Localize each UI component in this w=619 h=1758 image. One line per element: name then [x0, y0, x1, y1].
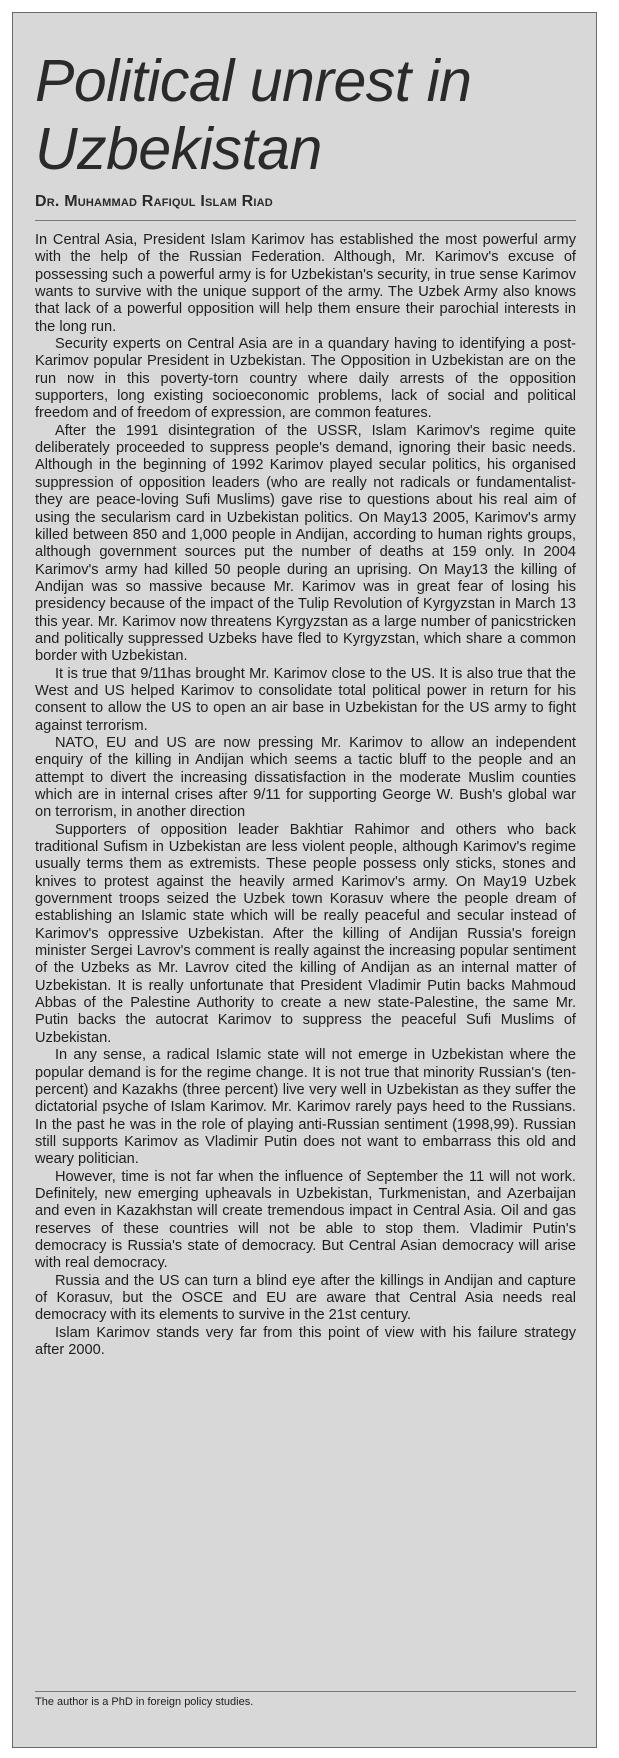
paragraph-9: Russia and the US can turn a blind eye after the killings in Andijan and capture of Korasuv, but the OSCE and EU are aware that Central Asia needs real democracy with its elements to survive in the 21st century.: [35, 1272, 576, 1324]
paragraph-8: However, time is not far when the influence of September the 11 will not work. Definitely, new emerging upheavals in Uzbekistan, Turkmenistan, and Azerbaijan and even in Kazakhstan will create tremendous impact in Central Asia. Oil and gas reserves of these countries will not be able to stop them. Vladimir Putin's democracy is Russia's state of democracy. But Central Asian democracy will arise with real democracy.: [35, 1168, 576, 1272]
paragraph-10: Islam Karimov stands very far from this point of view with his failure strategy after 2000.: [35, 1324, 576, 1358]
paragraph-1: In Central Asia, President Islam Karimov has established the most powerful army with the help of the Russian Federation. Although, Mr. Karimov's excuse of possessing such a powerful army is for Uzbekistan's security, in true sense Karimov wants to survive with the unique support of the army. The Uzbek Army also knows that lack of a powerful opposition will help them ensure their parochial interests in the long run.: [35, 232, 576, 335]
footer-divider: [35, 1691, 576, 1692]
author-footnote: The author is a PhD in foreign policy studies.: [35, 1696, 254, 1708]
article-headline: Political unrest in Uzbekistan: [35, 48, 472, 182]
author-byline: Dr. Muhammad Rafiqul Islam Riad: [35, 193, 273, 210]
paragraph-4: It is true that 9/11has brought Mr. Karimov close to the US. It is also true that the West and US helped Karimov to consolidate total political power in return for his consent to allow the US to open an air base in Uzbekistan for the US army to fight against terrorism.: [35, 665, 576, 734]
article-body: [35, 232, 576, 1359]
paragraph-6: Supporters of opposition leader Bakhtiar Rahimor and others who back traditional Sufism in Uzbekistan are less violent people, although Karimov's regime usually terms them as extremists. These people possess only sticks, stones and knives to protest against the heavily armed Karimov's army. On May19 Uzbek government troops seized the Uzbek town Korasuv where the people dream of establishing an Islamic state which will be really peaceful and secular instead of Karimov's oppressive Uzbekistan. After the killing of Andijan Russia's foreign minister Sergei Lavrov's comment is really against the increasing popular sentiment of the Uzbeks as Mr. Lavrov cited the killing of Andijan as an internal matter of Uzbekistan. It is really unfortunate that President Vladimir Putin backs Mahmoud Abbas of the Palestine Authority to create a new state-Palestine, the same Mr. Putin backs the autocrat Karimov to suppress the peaceful Sufi Muslims of Uzbekistan.: [35, 821, 576, 1046]
paragraph-2: Security experts on Central Asia are in a quandary having to identifying a post-Karimov popular President in Uzbekistan. The Opposition in Uzbekistan are on the run now in this poverty-torn country where daily arrests of the opposition supporters, long existing socioeconomic problems, lack of social and political freedom and of freedom of expression, are common features.: [35, 336, 576, 422]
paragraph-7: In any sense, a radical Islamic state will not emerge in Uzbekistan where the popular demand is for the regime change. It is not true that minority Russian's (ten-percent) and Kazakhs (three percent) live very well in Uzbekistan as they suffer the dictatorial psyche of Islam Karimov. Mr. Karimov rarely pays heed to the Russians. In the past he was in the role of playing anti-Russian sentiment (1998,99). Russian still supports Karimov as Vladimir Putin does not want to embarrass this old and weary politician.: [35, 1047, 576, 1168]
byline-divider: [35, 220, 576, 221]
article-panel: [12, 12, 597, 1748]
paragraph-5: NATO, EU and US are now pressing Mr. Karimov to allow an independent enquiry of the killing in Andijan which seems a tactic bluff to the people and an attempt to divert the increasing dissatisfaction in the moderate Muslim counties which are in internal crises after 9/11 for supporting George W. Bush's global war on terrorism, in another direction: [35, 734, 576, 821]
paragraph-3: After the 1991 disintegration of the USSR, Islam Karimov's regime quite deliberately proceeded to suppress people's demand, ignoring their basic needs. Although in the beginning of 1992 Karimov played secular politics, his organised suppression of opposition leaders (who are really not radicals or fundamentalist-they are peace-loving Sufi Muslims) gave rise to questions about his real aim of using the secularism card in Uzbekistan politics. On May13 2005, Karimov's army killed between 850 and 1,000 people in Andijan, according to human rights groups, although government sources put the number of deaths at 159 only. In 2004 Karimov's army had killed 50 people during an uprising. On May13 the killing of Andijan was so massive because Mr. Karimov was in great fear of losing his presidency because of the impact of the Tulip Revolution of Kyrgyzstan in March 13 this year. Mr. Karimov now threatens Kyrgyzstan as a large number of panicstricken and politically suppressed Uzbeks have fled to Kyrgyzstan, which share a common border with Uzbekistan.: [35, 422, 576, 665]
